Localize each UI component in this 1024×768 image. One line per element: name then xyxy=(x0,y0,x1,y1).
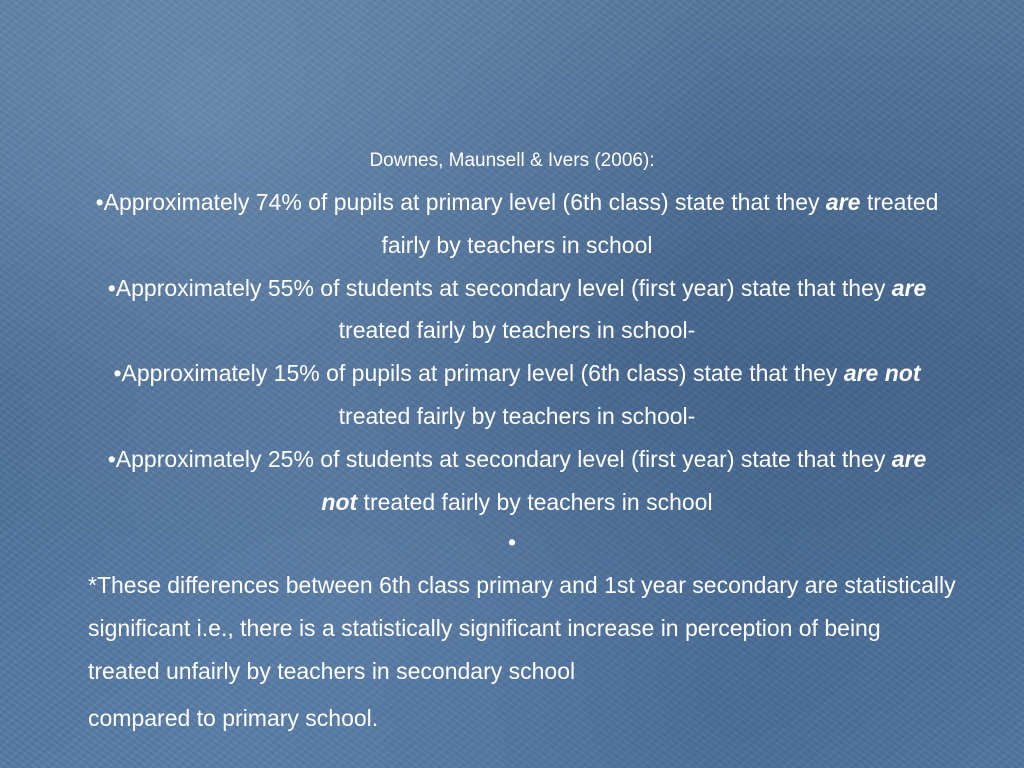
finding-text-before: Approximately 15% of pupils at primary level (6th class) state that they xyxy=(121,360,844,387)
finding-text-after: treated fairly by teachers in school- xyxy=(338,317,696,344)
finding-emphasis: are not xyxy=(321,445,927,515)
finding-item xyxy=(92,267,942,353)
finding-item xyxy=(92,438,942,524)
citation-heading: Downes, Maunsell & Ivers (2006): xyxy=(369,150,655,171)
finding-text-before: Approximately 25% of students at secondary level (first year) state that they xyxy=(115,445,892,472)
finding-emphasis: are not xyxy=(843,360,921,387)
finding-text-before: Approximately 74% of pupils at primary level (6th class) state that they xyxy=(103,189,826,215)
footnote-last-line: compared to primary school. xyxy=(88,705,379,731)
footnote xyxy=(88,564,958,740)
finding-emphasis: are xyxy=(825,189,861,215)
finding-text-after: treated fairly by teachers in school- xyxy=(338,402,696,429)
findings-list xyxy=(92,181,942,523)
bullet-marker: • xyxy=(107,445,116,472)
footnote-text: *These differences between 6th class primary and 1st year secondary are statistically significant i.e., there is a statistically significant increase in perception of being treated unfairly by teachers in secondary school xyxy=(88,572,956,684)
empty-bullet: • xyxy=(507,529,517,555)
finding-item xyxy=(92,181,942,267)
finding-text-before: Approximately 55% of students at secondary level (first year) state that they xyxy=(115,274,892,301)
bullet-marker: • xyxy=(95,189,104,215)
bullet-marker: • xyxy=(107,274,116,301)
bullet-marker: • xyxy=(113,360,122,387)
finding-text-after: treated fairly by teachers in school xyxy=(357,488,713,515)
finding-text-after: treated fairly by teachers in school xyxy=(381,189,939,258)
finding-emphasis: are xyxy=(891,274,927,301)
finding-item xyxy=(92,352,942,438)
